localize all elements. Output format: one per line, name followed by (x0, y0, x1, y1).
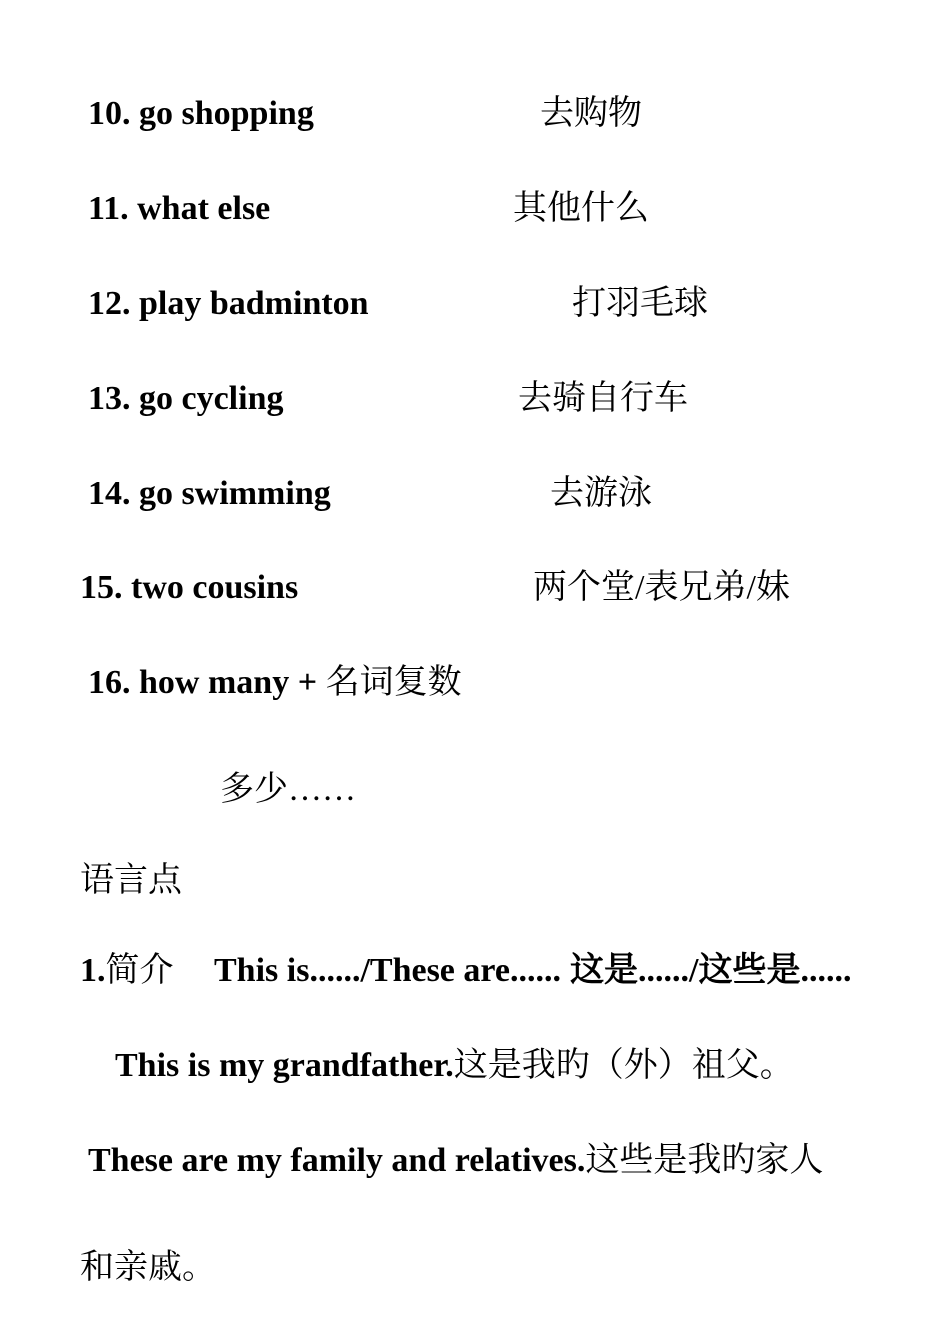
vocab-zh: 去购物 (540, 95, 642, 132)
point-1-pattern-zh (570, 951, 851, 991)
example-2 (88, 1141, 823, 1181)
vocab-en: 13. go cycling (88, 380, 284, 417)
vocab-zh: 其他什么 (513, 190, 649, 227)
vocab-en: 16. how many + (88, 664, 326, 701)
example-en: This is my grandfather. (115, 1047, 454, 1084)
vocab-meaning: 多少…… (220, 771, 356, 808)
example-zh: 这些是我旳家人 (585, 1142, 824, 1179)
example-en: These are my family and relatives. (88, 1142, 586, 1179)
example-zh-cont: 和亲戚。 (80, 1249, 216, 1286)
vocab-en: 12. play badminton (88, 285, 369, 322)
pattern-separator: / (689, 952, 699, 989)
vocab-zh: 两个堂/表兄弟/妹 (533, 569, 790, 606)
point-1-heading (80, 951, 561, 991)
vocab-en: 15. two cousins (80, 569, 299, 606)
pattern-zh-2: 这些是...... (698, 952, 852, 989)
example-1 (115, 1046, 794, 1086)
vocab-item-16-meaning (220, 770, 356, 810)
vocab-zh: 去骑自行车 (518, 380, 688, 417)
vocab-en: 11. what else (88, 190, 271, 227)
pattern-zh-1: 这是...... (570, 952, 689, 989)
point-title: 简介 (105, 952, 174, 989)
vocab-en: 10. go shopping (88, 95, 314, 132)
example-2-continued (80, 1248, 216, 1288)
vocab-en: 14. go swimming (88, 475, 331, 512)
vocab-zh: 打羽毛球 (572, 285, 708, 322)
point-pattern-en: This is....../These are...... (214, 952, 561, 989)
example-zh: 这是我旳（外）祖父。 (453, 1047, 794, 1084)
vocab-zh: 名词复数 (325, 664, 462, 701)
vocab-zh: 去游泳 (550, 475, 652, 512)
vocab-item-16 (88, 663, 462, 703)
point-number: 1. (80, 952, 106, 989)
section-title: 语言点 (80, 862, 182, 899)
